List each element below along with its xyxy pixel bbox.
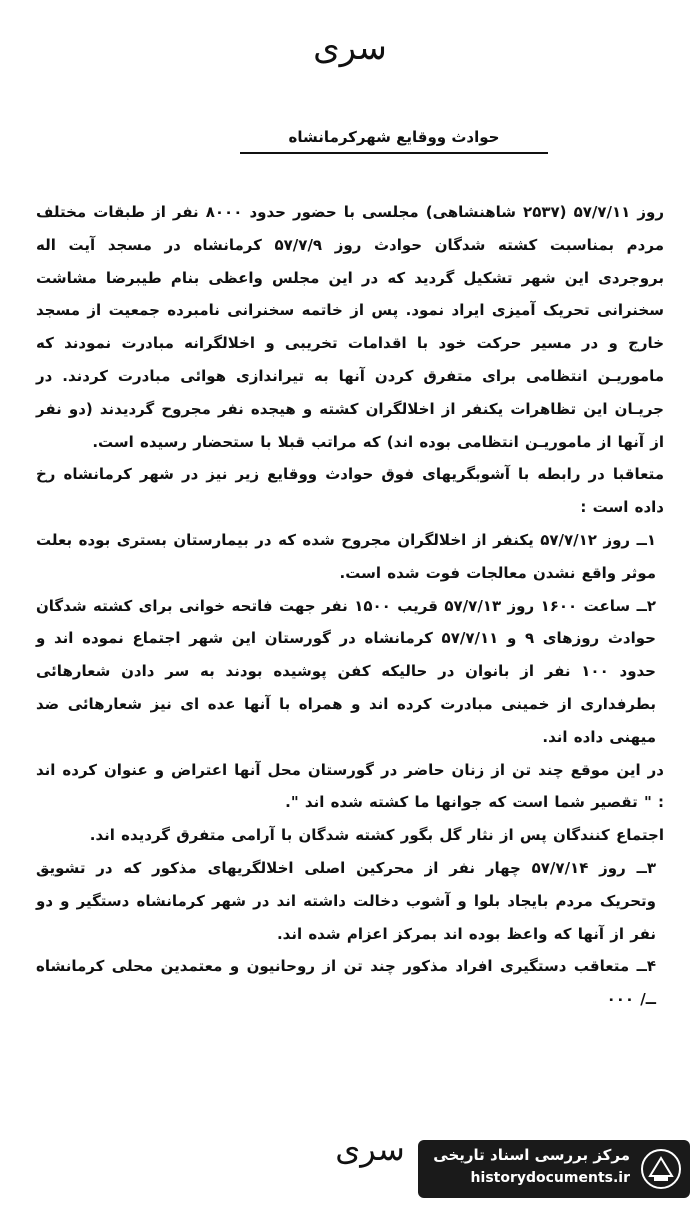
classification-stamp-top: سری bbox=[313, 28, 387, 68]
document-body bbox=[36, 196, 664, 1016]
archive-logo-icon bbox=[640, 1148, 682, 1190]
paragraph-women-protest: در این موقع چند تن از زنان حاضر در گورستان محل آنها اعتراض و عنوان کرده اند : " تقصیر شما است که جوانها ما کشته شده اند ". bbox=[36, 760, 664, 812]
classification-stamp-bottom: سری bbox=[335, 1130, 405, 1168]
paragraph-item-4: ۴ــ متعاقب دستگیری افراد مذکور چند تن از روحانیون و معتمدین محلی کرمانشاه ــ/ ۰۰۰ bbox=[36, 957, 656, 1009]
watermark-name: مرکز بررسی اسناد تاریخی bbox=[433, 1146, 630, 1164]
paragraph-item-3: ۳ــ روز ۵۷/۷/۱۴ چهار نفر از محرکین اصلی اخلالگریهای مذکور که در تشویق وتحریک مردم بایجاد بلوا و آشوب دخالت داشته اند در شهر کرمانشاه دستگیر و دو نفر از آنها که واعظ بوده اند بمرکز اعزام شده اند. bbox=[36, 858, 656, 943]
paragraph-item-2: ۲ــ ساعت ۱۶۰۰ روز ۵۷/۷/۱۳ قریب ۱۵۰۰ نفر جهت فاتحه خوانی برای کشته شدگان حوادث روزهای ۹ و ۵۷/۷/۱۱ کرمانشاه در گورستان این شهر اجتماع نموده اند و حدود ۱۰۰ نفر از بانوان در حالیکه کفن پوشیده بودند به سر دادن شعارهائی بطرفداری از خمینی مبادرت کرده اند و همراه با آنها عده ای نیز شعارهائی ضد میهنی داده اند. bbox=[36, 596, 656, 746]
watermark-url: historydocuments.ir bbox=[470, 1170, 630, 1186]
paragraph-intro: روز ۵۷/۷/۱۱ (۲۵۳۷ شاهنشاهی) مجلسی با حضور حدود ۸۰۰۰ نفر از طبقات مختلف مردم بمناسبت کشته شدگان حوادث روز ۵۷/۷/۹ کرمانشاه در مسجد آیت اله بروجردی این شهر تشکیل گردید که در این مجلس واعظی بنام طیبرضا مشاشت سخنرانی تحریک آمیزی ایراد نمود. پس از خاتمه سخنرانی نامبرده جمعیت از مسجد خارج و در مسیر حرکت خود با اقدامات تخریبی و اخلالگرانه مبادرت نمودند که ماموریـن انتظامی برای متفرق کردن آنها به تیراندازی هوائی مبادرت کردند. در جریـان این تظاهرات یکنفر از اخلالگران کشته و هیجده نفر مجروح گردیدند (دو نفر از آنها از ماموریـن انتظامی بوده اند) که مراتب قبلا با ستحضار رسیده است. bbox=[36, 203, 664, 451]
document-title: حوادث ووقایع شهرکرمانشاه bbox=[240, 128, 548, 154]
watermark-banner bbox=[418, 1140, 690, 1198]
paragraph-followup: متعاقبا در رابطه با آشوبگریهای فوق حوادث ووقایع زیر نیز در شهر کرمانشاه رخ داده است : bbox=[36, 465, 664, 517]
paragraph-item-1: ۱ــ روز ۵۷/۷/۱۲ یکنفر از اخلالگران مجروح شده که در بیمارستان بستری بوده بعلت موثر واقع نشدن معالجات فوت شده است. bbox=[36, 530, 656, 582]
paragraph-dispersal: اجتماع کنندگان پس از نثار گل بگور کشته شدگان با آرامی متفرق گردیده اند. bbox=[89, 826, 664, 845]
